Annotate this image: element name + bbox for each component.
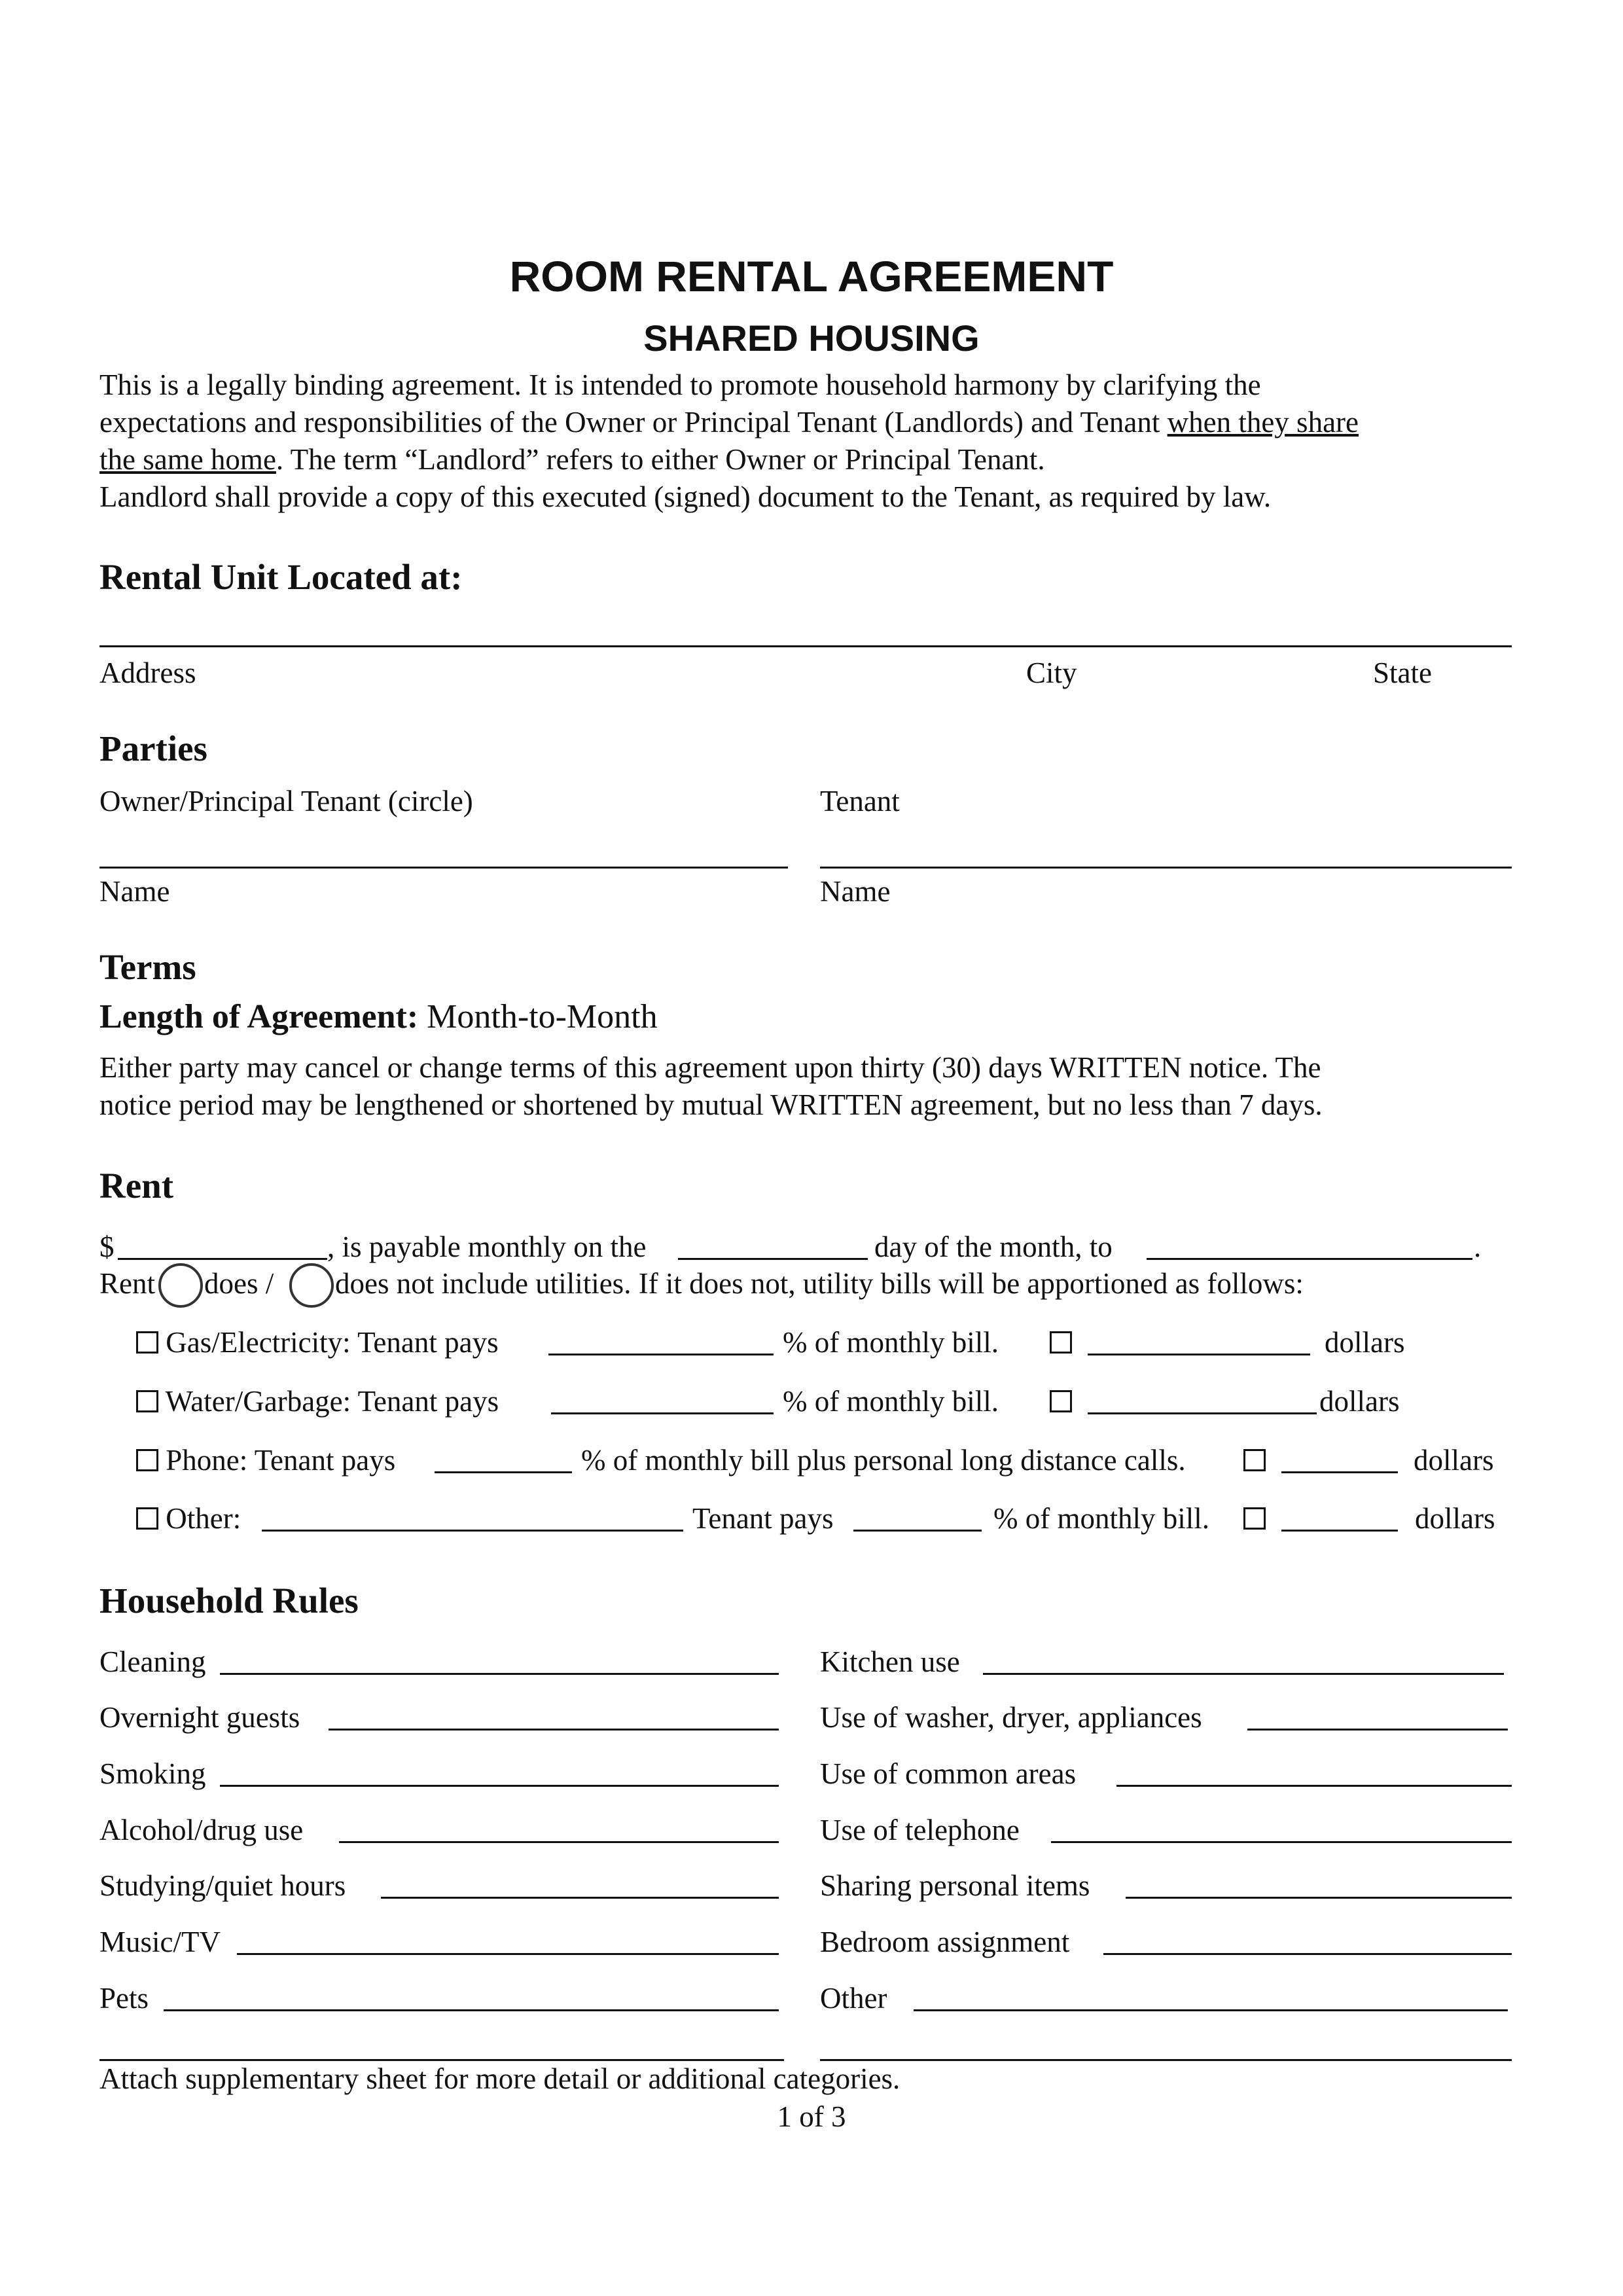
rule-music-tv-line[interactable] bbox=[237, 1953, 779, 1955]
utility-gas-label: Gas/Electricity: Tenant pays bbox=[166, 1326, 499, 1359]
intro-underlined-1: when they share bbox=[1167, 406, 1359, 439]
rule-smoking-label: Smoking bbox=[99, 1757, 206, 1790]
does-circle-option[interactable] bbox=[158, 1263, 203, 1308]
utility-other-checkbox[interactable] bbox=[136, 1507, 158, 1530]
length-value: Month-to-Month bbox=[418, 998, 658, 1035]
rent-payee-line[interactable] bbox=[1147, 1258, 1472, 1260]
intro-line-4: Landlord shall provide a copy of this executed (signed) document to the Tenant, as required by law. bbox=[99, 480, 1272, 513]
rent-heading: Rent bbox=[99, 1166, 174, 1206]
rule-appliances-label: Use of washer, dryer, appliances bbox=[820, 1701, 1202, 1734]
rent-word: Rent bbox=[99, 1267, 155, 1300]
utility-water-pct-line[interactable] bbox=[551, 1412, 774, 1414]
utility-gas-dollars-checkbox[interactable] bbox=[1050, 1331, 1072, 1354]
owner-name-label: Name bbox=[99, 875, 170, 908]
rule-telephone-label: Use of telephone bbox=[820, 1814, 1020, 1846]
rule-kitchen-label: Kitchen use bbox=[820, 1645, 960, 1678]
utility-phone-label: Phone: Tenant pays bbox=[166, 1444, 396, 1477]
rule-quiet-hours-label: Studying/quiet hours bbox=[99, 1869, 346, 1902]
utility-gas-dollars-option bbox=[1050, 1324, 1072, 1361]
utility-other-pct-line[interactable] bbox=[853, 1530, 982, 1532]
household-rules-heading: Household Rules bbox=[99, 1581, 359, 1621]
rent-day-line[interactable] bbox=[678, 1258, 868, 1260]
address-line[interactable] bbox=[99, 645, 1512, 647]
utility-phone-checkbox[interactable] bbox=[136, 1449, 158, 1471]
tenant-name-line[interactable] bbox=[820, 867, 1512, 869]
utility-other-label: Other: bbox=[166, 1502, 241, 1535]
utility-other-dollars-checkbox[interactable] bbox=[1243, 1507, 1266, 1530]
rule-smoking-line[interactable] bbox=[220, 1785, 779, 1787]
length-of-agreement bbox=[99, 997, 658, 1036]
rule-personal-items-label: Sharing personal items bbox=[820, 1869, 1090, 1902]
rule-telephone-line[interactable] bbox=[1051, 1841, 1512, 1843]
rule-pets-line[interactable] bbox=[164, 2009, 779, 2011]
intro-underlined-2: the same home bbox=[99, 443, 276, 476]
utility-phone-dollars-text: dollars bbox=[1414, 1444, 1494, 1477]
rule-alcohol-label: Alcohol/drug use bbox=[99, 1814, 304, 1846]
utility-other-pct-text: % of monthly bill. bbox=[993, 1502, 1209, 1535]
utility-gas-checkbox[interactable] bbox=[136, 1331, 158, 1354]
rule-personal-items-line[interactable] bbox=[1126, 1897, 1512, 1899]
utility-phone-dollars-checkbox[interactable] bbox=[1243, 1449, 1266, 1471]
page-title: ROOM RENTAL AGREEMENT bbox=[509, 252, 1114, 300]
utility-gas-dollars-line[interactable] bbox=[1088, 1354, 1310, 1355]
utility-phone-dollars-line[interactable] bbox=[1281, 1471, 1398, 1473]
rule-other-line[interactable] bbox=[914, 2009, 1508, 2011]
rule-quiet-hours-line[interactable] bbox=[381, 1897, 779, 1899]
rule-common-areas-label: Use of common areas bbox=[820, 1757, 1077, 1790]
utility-phone-row bbox=[136, 1442, 395, 1479]
utility-phone-pct-line[interactable] bbox=[435, 1471, 572, 1473]
rule-cleaning-label: Cleaning bbox=[99, 1645, 206, 1678]
utility-phone-dollars-option bbox=[1243, 1442, 1266, 1479]
rule-common-areas-line[interactable] bbox=[1116, 1785, 1512, 1787]
does-not-circle-option[interactable] bbox=[289, 1263, 334, 1308]
intro-line-3-text: . The term “Landlord” refers to either Owner or Principal Tenant. bbox=[276, 443, 1045, 476]
parties-heading: Parties bbox=[99, 728, 207, 768]
length-label: Length of Agreement: bbox=[99, 998, 419, 1035]
utility-water-dollars-checkbox[interactable] bbox=[1050, 1390, 1072, 1412]
utility-water-dollars-option bbox=[1050, 1383, 1072, 1420]
utility-water-dollars-line[interactable] bbox=[1088, 1412, 1317, 1414]
terms-heading: Terms bbox=[99, 947, 196, 987]
utility-gas-pct-line[interactable] bbox=[548, 1354, 774, 1355]
rule-kitchen-line[interactable] bbox=[983, 1673, 1504, 1675]
notice-line-1: Either party may cancel or change terms of this agreement upon thirty (30) days WRITTEN notice. The bbox=[99, 1051, 1321, 1084]
does-not-text: does not include utilities. If it does not, utility bills will be apportioned as follows: bbox=[335, 1267, 1304, 1300]
city-label: City bbox=[1026, 656, 1077, 689]
rule-other-label: Other bbox=[820, 1982, 887, 2015]
intro-line-2-text: expectations and responsibilities of the Owner or Principal Tenant (Landlords) and Tenant bbox=[99, 406, 1168, 439]
extra-rule-line-right[interactable] bbox=[820, 2059, 1512, 2061]
utility-other-desc-line[interactable] bbox=[262, 1530, 683, 1532]
utility-gas-pct-text: % of monthly bill. bbox=[783, 1326, 999, 1359]
utility-other-dollars-line[interactable] bbox=[1281, 1530, 1398, 1532]
rule-bedroom-label: Bedroom assignment bbox=[820, 1926, 1070, 1958]
intro-line-1: This is a legally binding agreement. It is intended to promote household harmony by clarifying the bbox=[99, 368, 1261, 401]
utility-gas-dollars-text: dollars bbox=[1325, 1326, 1405, 1359]
rule-cleaning-line[interactable] bbox=[220, 1673, 779, 1675]
utility-other-tenant-pays: Tenant pays bbox=[692, 1502, 834, 1535]
rule-music-tv-label: Music/TV bbox=[99, 1926, 221, 1958]
utility-water-label: Water/Garbage: Tenant pays bbox=[165, 1385, 499, 1418]
rule-pets-label: Pets bbox=[99, 1982, 149, 2015]
does-text: does / bbox=[204, 1267, 274, 1300]
rule-bedroom-line[interactable] bbox=[1103, 1953, 1512, 1955]
attach-note: Attach supplementary sheet for more detail or additional categories. bbox=[99, 2062, 901, 2095]
utility-water-row bbox=[136, 1383, 499, 1420]
utility-other-row bbox=[136, 1500, 241, 1537]
owner-label: Owner/Principal Tenant (circle) bbox=[99, 785, 473, 817]
rule-alcohol-line[interactable] bbox=[339, 1841, 779, 1843]
utility-water-dollars-text: dollars bbox=[1319, 1385, 1400, 1418]
day-text: day of the month, to bbox=[874, 1230, 1113, 1263]
rent-period: . bbox=[1474, 1230, 1482, 1263]
owner-name-line[interactable] bbox=[99, 867, 788, 869]
address-label: Address bbox=[99, 656, 196, 689]
rule-appliances-line[interactable] bbox=[1247, 1729, 1508, 1731]
notice-line-2: notice period may be lengthened or shortened by mutual WRITTEN agreement, but no less than 7 days. bbox=[99, 1088, 1323, 1121]
rule-overnight-guests-line[interactable] bbox=[329, 1729, 779, 1731]
utility-water-checkbox[interactable] bbox=[136, 1390, 158, 1412]
page-number: 1 of 3 bbox=[777, 2100, 846, 2133]
rule-overnight-guests-label: Overnight guests bbox=[99, 1701, 300, 1734]
state-label: State bbox=[1373, 656, 1432, 689]
utility-water-pct-text: % of monthly bill. bbox=[783, 1385, 999, 1418]
tenant-label: Tenant bbox=[820, 785, 900, 817]
rental-unit-heading: Rental Unit Located at: bbox=[99, 557, 463, 597]
utility-gas-row bbox=[136, 1324, 499, 1361]
payable-text: , is payable monthly on the bbox=[327, 1230, 647, 1263]
utility-other-dollars-option bbox=[1243, 1500, 1266, 1537]
intro-line-2 bbox=[99, 404, 1359, 441]
intro-line-3 bbox=[99, 441, 1045, 478]
utility-phone-pct-text: % of monthly bill plus personal long distance calls. bbox=[581, 1444, 1186, 1477]
utility-other-dollars-text: dollars bbox=[1415, 1502, 1495, 1535]
page-subtitle: SHARED HOUSING bbox=[643, 317, 980, 359]
tenant-name-label: Name bbox=[820, 875, 891, 908]
dollar-sign: $ bbox=[99, 1230, 115, 1263]
rent-amount-line[interactable] bbox=[118, 1258, 327, 1260]
